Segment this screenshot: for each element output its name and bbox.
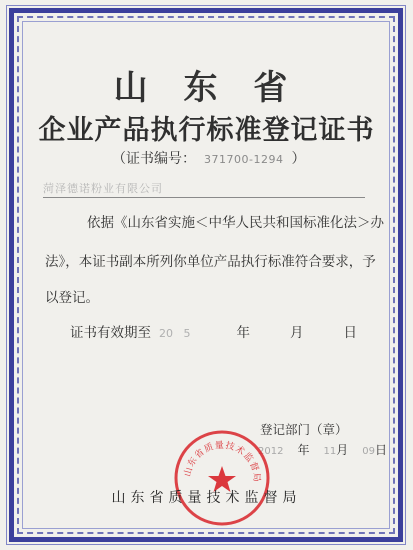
- body-text-line-1: 依据《山东省实施＜中华人民共和国标准化法＞办: [87, 215, 384, 231]
- issue-date: [258, 441, 387, 458]
- issue-date-day: 日: [374, 443, 387, 457]
- registration-department: 登记部门（章）: [260, 422, 348, 437]
- seal-text: 山东省质量技术监督局: [182, 440, 262, 484]
- validity-day: 日: [343, 325, 357, 341]
- body-text-line-2: 法》，本证书副本所列你单位产品执行标准符合要求，予: [45, 254, 376, 270]
- certificate-number-value: 371700-1294: [204, 153, 284, 166]
- company-name: 菏泽德诺粉业有限公司: [43, 182, 163, 195]
- issue-date-day-value: 09: [362, 446, 375, 457]
- official-seal: [172, 428, 272, 528]
- certificate-title-province: 山 东 省: [113, 68, 300, 108]
- issue-date-month: 月: [336, 443, 349, 457]
- issue-date-year: 年: [297, 443, 310, 457]
- issue-date-month-value: 11: [323, 446, 337, 457]
- issue-date-year-value: 2012: [258, 446, 284, 457]
- validity-period: [70, 321, 357, 341]
- certificate-number: [112, 148, 305, 168]
- company-name-underline: [43, 197, 365, 198]
- issuing-bureau: 山东省质量技术监督局: [111, 490, 302, 506]
- certificate-number-label: （证书编号：: [112, 151, 196, 167]
- validity-year: 年: [236, 325, 250, 341]
- validity-month: 月: [290, 325, 304, 341]
- validity-label: 证书有效期至: [70, 325, 151, 341]
- certificate-number-close: ）: [291, 151, 306, 167]
- body-text-line-3: 以登记。: [45, 290, 99, 306]
- certificate-title: 企业产品执行标准登记证书: [38, 115, 375, 146]
- validity-year-value: 20 5: [159, 327, 191, 340]
